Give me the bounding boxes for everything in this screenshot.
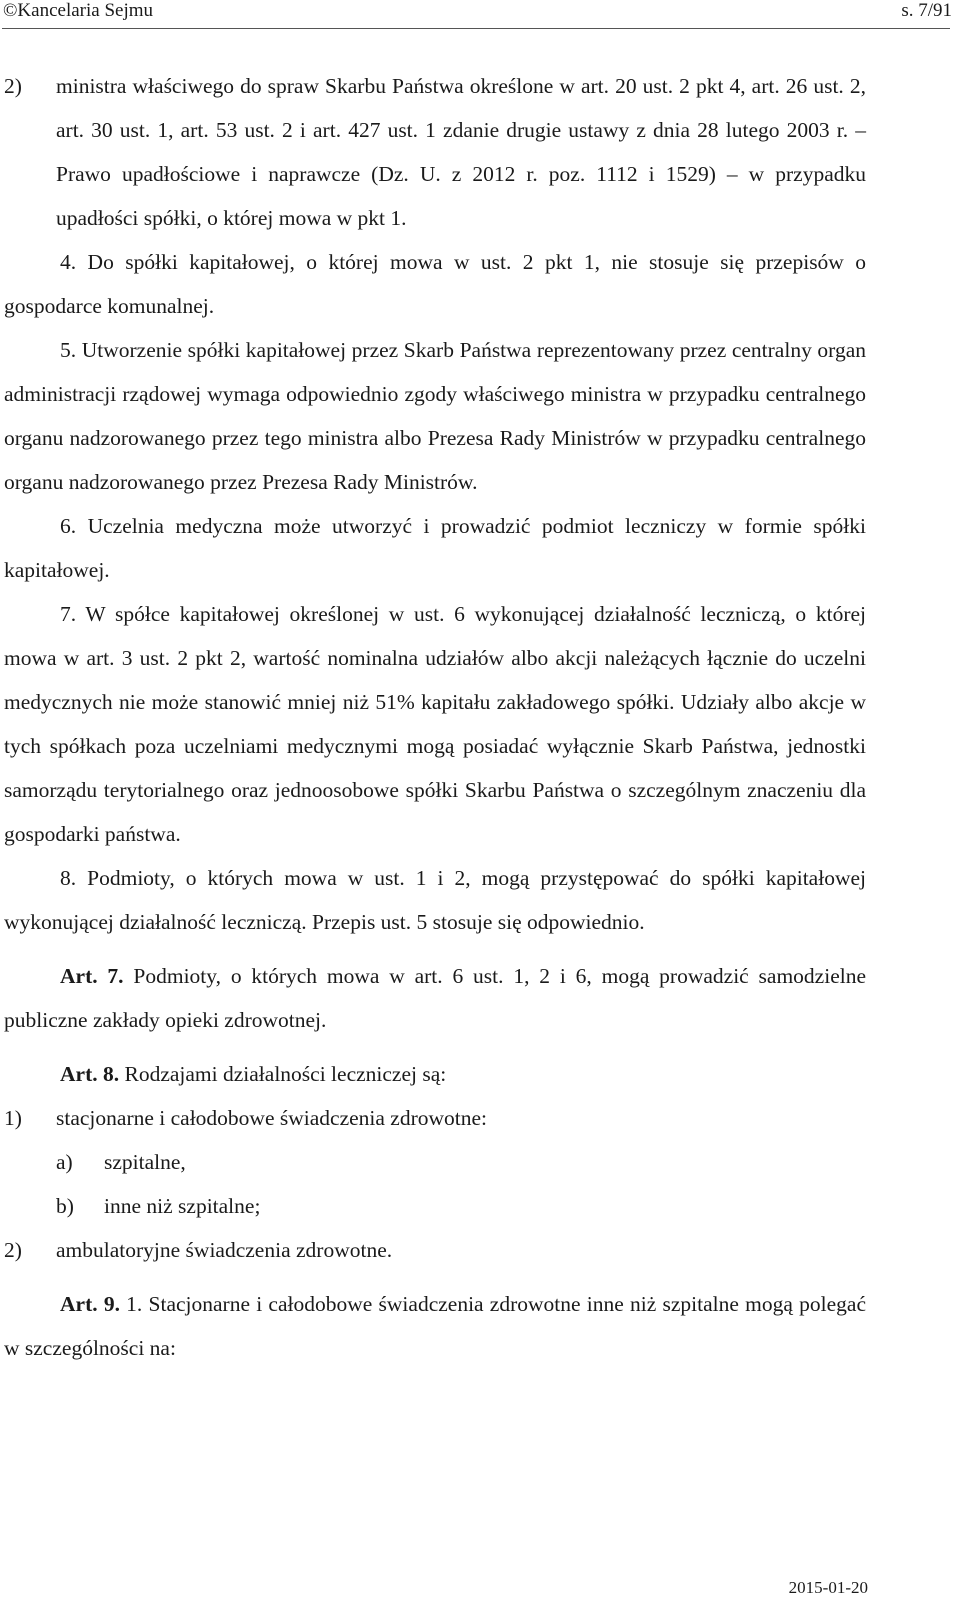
list-item-2: [4, 64, 866, 240]
document-body: [4, 64, 866, 1370]
article-7-label: Art. 7.: [60, 964, 124, 988]
article-8-text: Rodzajami działalności leczniczej są:: [119, 1062, 447, 1086]
list-item-text: stacjonarne i całodobowe świadczenia zdrowotne:: [56, 1106, 488, 1130]
list-item-letter: b): [56, 1194, 74, 1218]
article-7: [4, 954, 866, 1042]
header-page-number: s. 7/91: [901, 0, 952, 21]
list-item-text: ambulatoryjne świadczenia zdrowotne.: [56, 1238, 393, 1262]
paragraph-8: 8. Podmioty, o których mowa w ust. 1 i 2, mogą przystępować do spółki kapitałowej wykonującej działalność leczniczą. Przepis ust. 5 stosuje się odpowiednio.: [4, 866, 866, 934]
header-divider: [2, 28, 950, 29]
list-item-number: 1): [4, 1106, 22, 1130]
list-item-letter: a): [56, 1150, 73, 1174]
header-publisher: ©Kancelaria Sejmu: [3, 0, 154, 21]
list-item-text: szpitalne,: [104, 1150, 186, 1174]
list-item-text: ministra właściwego do spraw Skarbu Państwa określone w art. 20 ust. 2 pkt 4, art. 26 ust. 2, art. 30 ust. 1, art. 53 ust. 2 i art. 427 ust. 1 zdanie drugie ustawy z dnia 28 lutego 2003 r. – Prawo upadłościowe i naprawcze (Dz. U. z 2012 r. poz. 1112 i 1529) – w przypadku upadłości spółki, o której mowa w pkt 1.: [56, 74, 866, 230]
article-9-label: Art. 9.: [60, 1292, 120, 1316]
article-8-item-2: [4, 1228, 866, 1272]
list-item-number: 2): [4, 1238, 22, 1262]
paragraph-4: 4. Do spółki kapitałowej, o której mowa w ust. 2 pkt 1, nie stosuje się przepisów o gospodarce komunalnej.: [4, 250, 866, 318]
article-7-text: Podmioty, o których mowa w art. 6 ust. 1, 2 i 6, mogą prowadzić samodzielne publiczne zakłady opieki zdrowotnej.: [4, 964, 866, 1032]
page-header: [0, 0, 960, 30]
list-item-number: 2): [4, 74, 22, 98]
paragraph-6: 6. Uczelnia medyczna może utworzyć i prowadzić podmiot leczniczy w formie spółki kapitałowej.: [4, 514, 866, 582]
article-8: [4, 1052, 866, 1096]
article-9-text: 1. Stacjonarne i całodobowe świadczenia zdrowotne inne niż szpitalne mogą polegać w szczególności na:: [4, 1292, 866, 1360]
article-8-item-1a: [4, 1140, 866, 1184]
article-9: [4, 1282, 866, 1370]
article-8-item-1b: [4, 1184, 866, 1228]
list-item-text: inne niż szpitalne;: [104, 1194, 261, 1218]
article-8-item-1: [4, 1096, 866, 1140]
paragraph-7: 7. W spółce kapitałowej określonej w ust. 6 wykonującej działalność leczniczą, o której mowa w art. 3 ust. 2 pkt 2, wartość nominalna udziałów albo akcji należących łącznie do uczelni medycznych nie może stanowić mniej niż 51% kapitału zakładowego spółki. Udziały albo akcje w tych spółkach poza uczelniami medycznymi mogą posiadać wyłącznie Skarb Państwa, jednostki samorządu terytorialnego oraz jednoosobowe spółki Skarbu Państwa o szczególnym znaczeniu dla gospodarki państwa.: [4, 602, 866, 846]
paragraph-5: 5. Utworzenie spółki kapitałowej przez Skarb Państwa reprezentowany przez centralny organ administracji rządowej wymaga odpowiednio zgody właściwego ministra w przypadku centralnego organu nadzorowanego przez tego ministra albo Prezesa Rady Ministrów w przypadku centralnego organu nadzorowanego przez Prezesa Rady Ministrów.: [4, 338, 866, 494]
article-8-label: Art. 8.: [60, 1062, 120, 1086]
footer-date: 2015-01-20: [788, 1578, 868, 1597]
